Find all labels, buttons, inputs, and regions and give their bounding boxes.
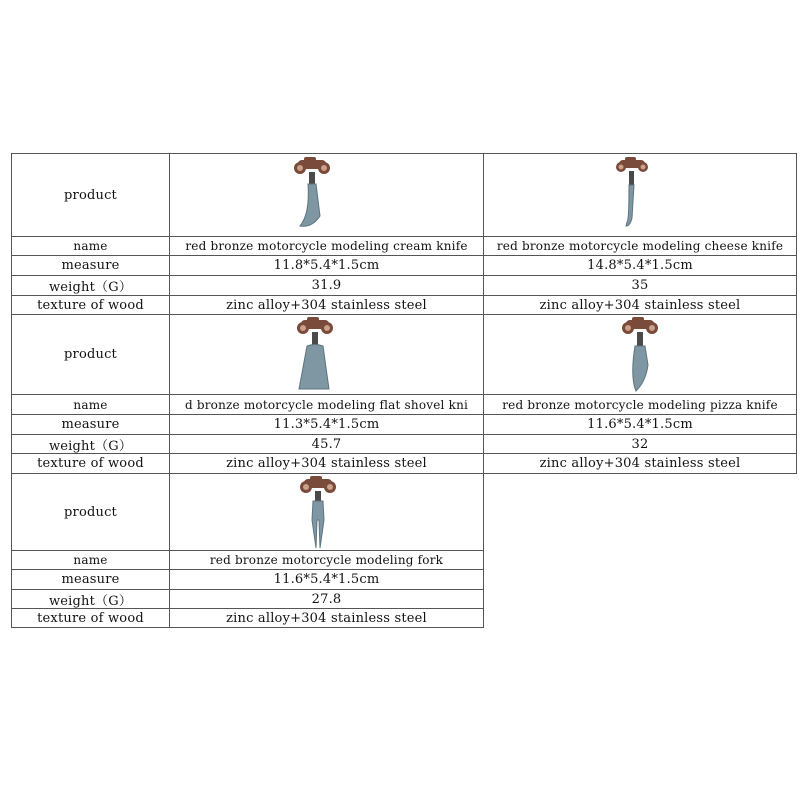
product-label: product [64, 504, 117, 520]
product-label: product [64, 347, 117, 362]
weight-label: weight（G） [48, 438, 133, 453]
cheese-knife-icon [612, 156, 652, 232]
texture-label: texture of wood [37, 297, 144, 313]
product-label: product [64, 187, 117, 203]
measure-label: measure [61, 572, 120, 587]
pizza-knife-icon [618, 317, 662, 393]
product-texture: zinc alloy+304 stainless steel [226, 456, 427, 471]
product-name: red bronze motorcycle modeling cream knife [185, 239, 468, 253]
product-measure: 11.8*5.4*1.5cm [273, 258, 380, 273]
name-label: name [73, 397, 108, 412]
product-measure: 11.3*5.4*1.5cm [273, 417, 380, 432]
weight-label: weight（G） [48, 280, 133, 295]
fork-icon [296, 476, 340, 550]
product-weight: 35 [631, 278, 649, 293]
product-weight: 45.7 [311, 436, 342, 452]
product-measure: 14.8*5.4*1.5cm [587, 258, 693, 273]
name-label: name [73, 553, 108, 567]
product-weight: 31.9 [311, 278, 342, 293]
product-texture: zinc alloy+304 stainless steel [539, 297, 741, 313]
product-texture: zinc alloy+304 stainless steel [226, 610, 427, 626]
product-measure: 11.6*5.4*1.5cm [587, 417, 693, 432]
product-weight: 27.8 [311, 591, 342, 607]
name-label: name [73, 239, 108, 253]
product-weight: 32 [631, 436, 649, 452]
cream-knife-icon [290, 156, 334, 232]
flat-shovel-knife-icon [293, 317, 337, 393]
product-name: d bronze motorcycle modeling flat shovel kni [184, 397, 469, 412]
weight-label: weight（G） [48, 593, 133, 608]
measure-label: measure [61, 417, 120, 432]
measure-label: measure [61, 258, 120, 273]
product-name: red bronze motorcycle modeling pizza knife [502, 397, 778, 412]
product-texture: zinc alloy+304 stainless steel [539, 456, 741, 471]
product-measure: 11.6*5.4*1.5cm [273, 572, 380, 587]
product-texture: zinc alloy+304 stainless steel [226, 297, 427, 313]
product-name: red bronze motorcycle modeling cheese knife [496, 239, 784, 253]
texture-label: texture of wood [37, 610, 144, 626]
product-name: red bronze motorcycle modeling fork [209, 553, 444, 567]
texture-label: texture of wood [37, 456, 144, 471]
